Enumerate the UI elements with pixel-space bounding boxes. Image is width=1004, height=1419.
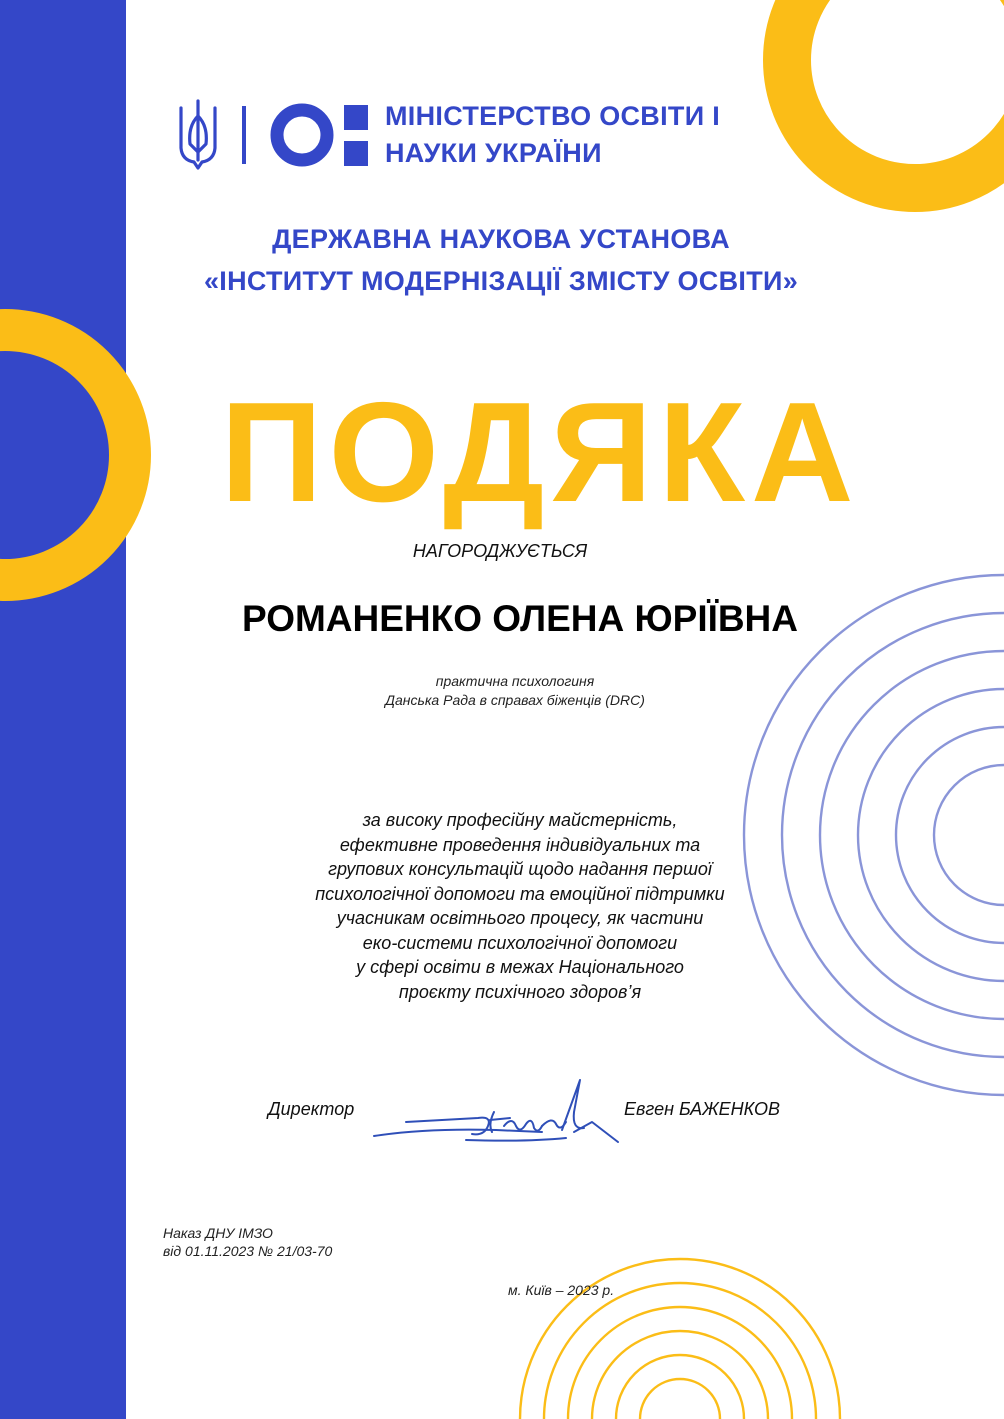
awarded-label: НАГОРОДЖУЄТЬСЯ	[412, 541, 588, 561]
recipient-position	[300, 672, 730, 710]
ministry-name-line2: НАУКИ УКРАЇНИ	[385, 138, 602, 168]
recipient-name: РОМАНЕНКО ОЛЕНА ЮРІЇВНА	[242, 598, 798, 639]
logo-circle-icon	[277, 110, 327, 160]
logo-square-bottom	[344, 141, 368, 166]
left-yellow-ring	[0, 330, 130, 580]
logo-square-top	[344, 105, 368, 130]
logo-divider	[242, 106, 246, 164]
ministry-name-line1: МІНІСТЕРСТВО ОСВІТИ І	[385, 101, 721, 131]
top-right-yellow-ring	[787, 0, 1004, 188]
order-line2: від 01.11.2023 № 21/03-70	[163, 1243, 333, 1259]
director-label: Директор	[268, 1099, 355, 1119]
position-line1: практична психологиня	[435, 673, 595, 689]
place-date: м. Київ – 2023 р.	[508, 1282, 615, 1298]
reason-line: психологічної допомоги та емоційної підтримки	[315, 883, 725, 904]
reason-line: групових консультацій щодо надання першої	[328, 859, 712, 879]
director-name: Евген БАЖЕНКОВ	[624, 1099, 781, 1119]
institution-line2: «ІНСТИТУТ МОДЕРНІЗАЦІЇ ЗМІСТУ ОСВІТИ»	[203, 266, 799, 296]
reason-line: у сфері освіти в межах Національного	[356, 957, 684, 977]
trident-icon	[181, 101, 215, 168]
reason-line: проєкту психічного здоров’я	[398, 981, 642, 1002]
institution-name	[140, 218, 862, 302]
reason-line: учасникам освітнього процесу, як частини	[336, 908, 704, 928]
reason-line: ефективне проведення індивідуальних та	[339, 834, 701, 855]
signature-icon	[366, 1072, 636, 1158]
award-reason	[240, 808, 800, 1004]
institution-line1: ДЕРЖАВНА НАУКОВА УСТАНОВА	[272, 224, 730, 254]
ministry-name	[385, 98, 805, 172]
reason-line: за високу професійну майстерність,	[362, 810, 678, 830]
position-line2: Данська Рада в справах біженців (DRC)	[385, 692, 645, 708]
order-reference	[163, 1224, 332, 1260]
certificate-title: ПОДЯКА	[220, 373, 860, 532]
order-line1: Наказ ДНУ ІМЗО	[163, 1225, 273, 1241]
reason-line: еко-системи психологічної допомоги	[362, 932, 678, 953]
